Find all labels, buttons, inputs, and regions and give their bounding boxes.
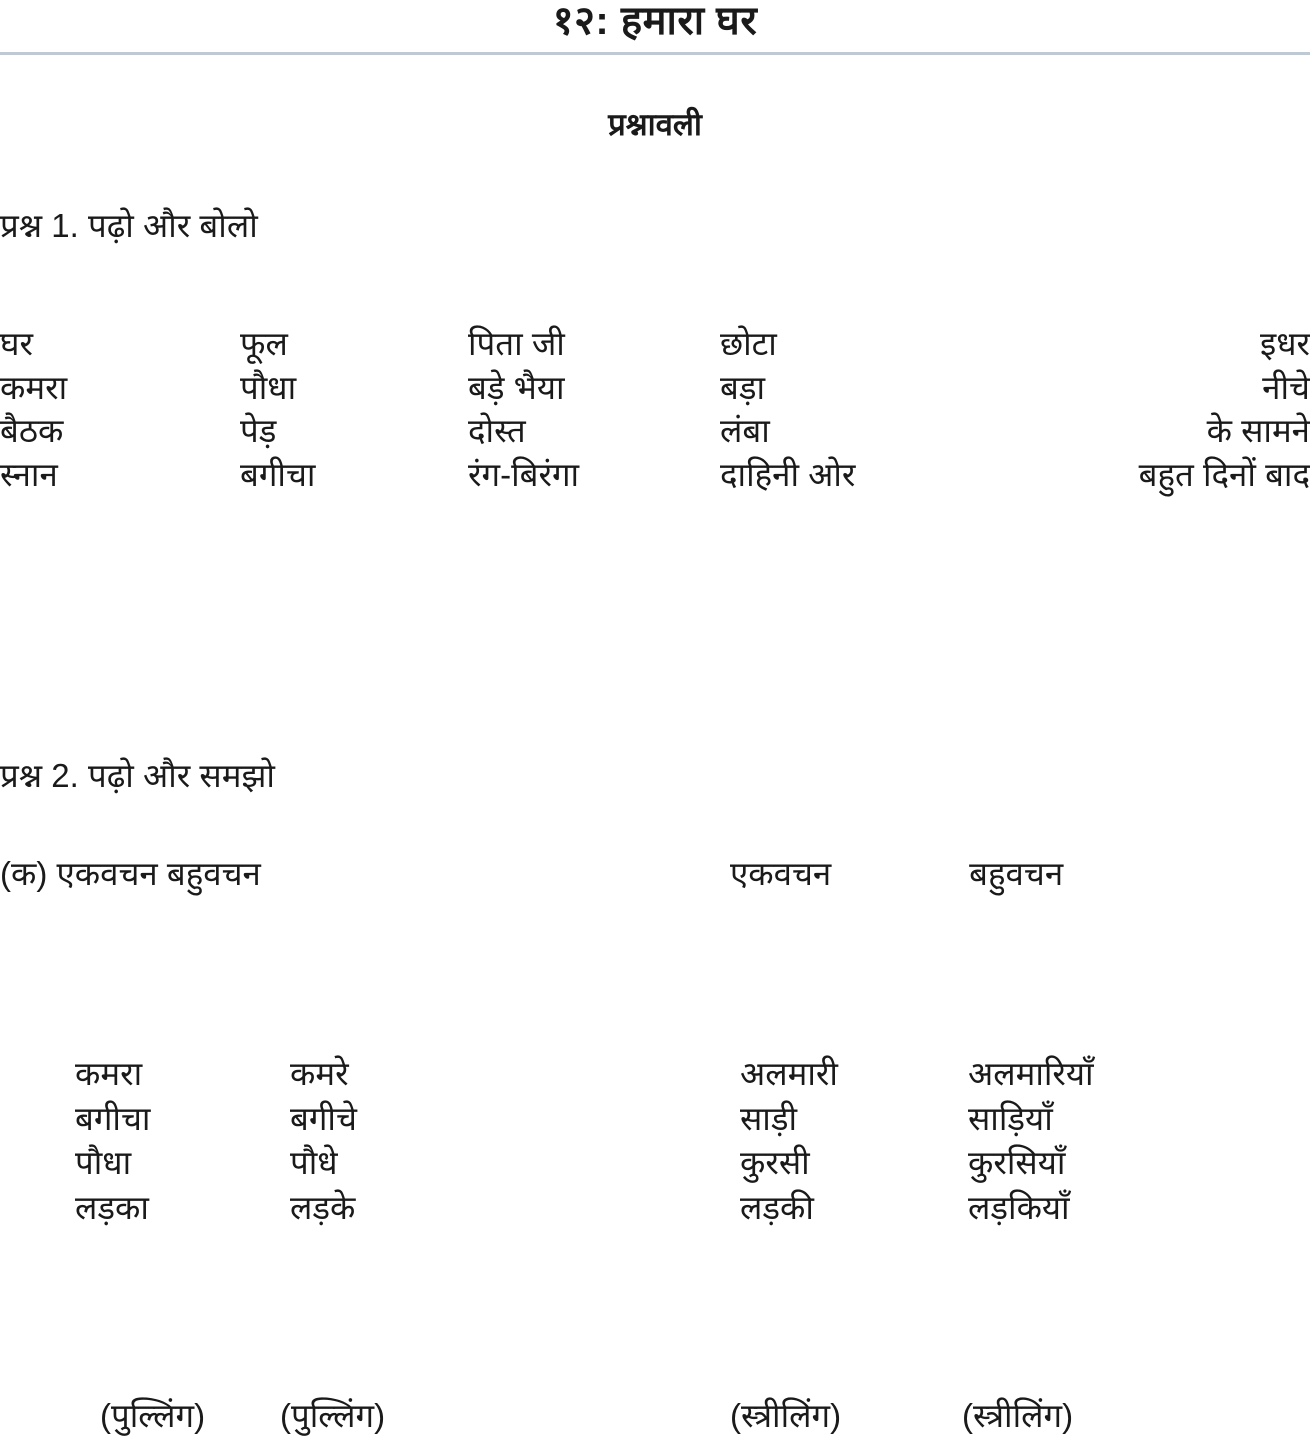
left-singular-word: पौधा bbox=[75, 1144, 132, 1182]
vocabulary-cell: स्नान bbox=[0, 455, 58, 493]
vocabulary-row bbox=[0, 366, 1310, 410]
vocabulary-cell: घर bbox=[0, 325, 33, 362]
pair-row bbox=[0, 1186, 1310, 1231]
right-plural-word: अलमारियाँ bbox=[968, 1055, 1094, 1092]
right-singular-word: साड़ी bbox=[740, 1099, 798, 1137]
vocabulary-cell: रंग-बिरंगा bbox=[468, 455, 580, 493]
vocabulary-cell: पेड़ bbox=[240, 412, 277, 450]
vocabulary-cell: बहुत दिनों बाद bbox=[1138, 455, 1310, 493]
left-plural-word: लड़के bbox=[290, 1188, 356, 1226]
right-singular-word: अलमारी bbox=[740, 1055, 838, 1092]
vocabulary-cell: बड़ा bbox=[720, 368, 766, 406]
question-2-label: प्रश्न 2. पढ़ो और समझो bbox=[0, 757, 275, 794]
gender-label-row bbox=[0, 1392, 1310, 1437]
vocabulary-cell: बड़े भैया bbox=[468, 368, 565, 406]
number-table-headers bbox=[0, 850, 1310, 895]
vocabulary-cell: कमरा bbox=[0, 368, 68, 406]
right-headers bbox=[730, 850, 1290, 895]
vocabulary-cell: इधर bbox=[1260, 325, 1310, 362]
left-plural-word: बगीचे bbox=[290, 1099, 357, 1137]
pair-row bbox=[0, 1052, 1310, 1097]
vocabulary-cell: फूल bbox=[240, 325, 288, 362]
right-singular-gender: (स्त्रीलिंग) bbox=[730, 1397, 842, 1434]
pair-row bbox=[0, 1141, 1310, 1186]
left-plural-word: कमरे bbox=[290, 1055, 349, 1092]
vocabulary-cell: पिता जी bbox=[468, 325, 565, 362]
title-divider bbox=[0, 52, 1310, 55]
vocabulary-cell: बैठक bbox=[0, 412, 64, 450]
right-plural-header: बहुवचन bbox=[969, 855, 1064, 892]
spacer bbox=[0, 1097, 75, 1142]
vocabulary-cell: दाहिनी ओर bbox=[720, 455, 856, 493]
vocabulary-row bbox=[0, 322, 1310, 366]
right-plural-word: साड़ियाँ bbox=[968, 1099, 1053, 1137]
question-1-label: प्रश्न 1. पढ़ो और बोलो bbox=[0, 207, 258, 244]
left-headers bbox=[0, 850, 730, 895]
page-title: १२: हमारा घर bbox=[552, 0, 758, 43]
vocabulary-row bbox=[0, 409, 1310, 453]
right-singular-word: कुरसी bbox=[740, 1144, 810, 1182]
right-singular-word: लड़की bbox=[740, 1188, 814, 1226]
vocabulary-row bbox=[0, 453, 1310, 497]
left-plural-gender: (पुल्लिंग) bbox=[280, 1397, 386, 1434]
right-plural-gender: (स्त्रीलिंग) bbox=[962, 1397, 1074, 1434]
left-plural-word: पौधे bbox=[290, 1144, 338, 1182]
section-heading: प्रश्नावली bbox=[608, 107, 702, 142]
vocabulary-cell: बगीचा bbox=[240, 455, 316, 493]
spacer bbox=[0, 1186, 75, 1231]
right-plural-word: लड़कियाँ bbox=[968, 1188, 1070, 1226]
spacer bbox=[0, 1141, 75, 1186]
left-singular-word: लड़का bbox=[75, 1188, 149, 1226]
pair-row bbox=[0, 1097, 1310, 1142]
vocabulary-cell: के सामने bbox=[1206, 412, 1310, 450]
right-singular-header: एकवचन bbox=[730, 855, 832, 892]
vocabulary-cell: नीचे bbox=[1262, 368, 1310, 406]
right-plural-word: कुरसियाँ bbox=[968, 1144, 1066, 1182]
left-singular-word: कमरा bbox=[75, 1055, 143, 1092]
spacer bbox=[0, 1052, 75, 1097]
left-singular-header: एकवचन bbox=[56, 855, 158, 892]
left-singular-word: बगीचा bbox=[75, 1099, 151, 1137]
part-label: (क) bbox=[0, 855, 48, 892]
vocabulary-cell: दोस्त bbox=[468, 412, 526, 450]
number-pairs-grid bbox=[0, 1052, 1310, 1230]
vocabulary-cell: छोटा bbox=[720, 325, 777, 362]
vocabulary-cell: लंबा bbox=[720, 412, 770, 450]
left-plural-header: बहुवचन bbox=[166, 855, 261, 892]
vocabulary-grid bbox=[0, 322, 1310, 496]
vocabulary-cell: पौधा bbox=[240, 368, 297, 406]
left-singular-gender: (पुल्लिंग) bbox=[100, 1397, 206, 1434]
